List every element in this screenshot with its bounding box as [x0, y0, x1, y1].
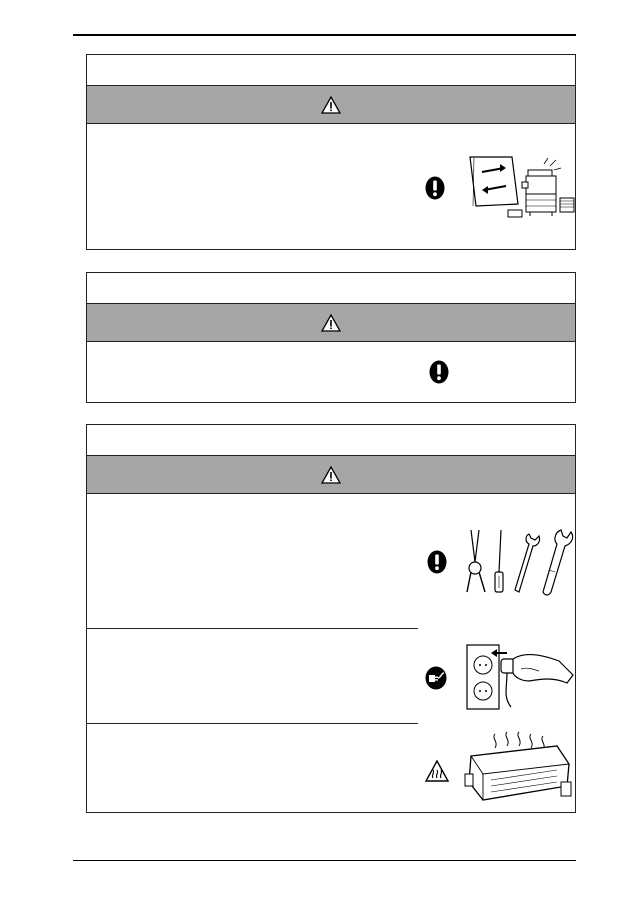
- hot-surface-icon: [425, 760, 449, 782]
- section-body: [87, 342, 575, 402]
- section-title: [87, 425, 575, 456]
- hot-fuser-illustration: [461, 730, 577, 806]
- warning-triangle-icon: [321, 96, 341, 114]
- caution-box-3: [86, 424, 576, 813]
- section-title: [87, 273, 575, 304]
- row-divider: [87, 723, 418, 724]
- copier-transport-illustration: [462, 154, 577, 226]
- tools-illustration: [465, 528, 577, 598]
- warning-triangle-icon: [321, 466, 341, 484]
- unplug-power-icon: [425, 666, 447, 690]
- warning-band: [87, 456, 575, 494]
- section-body: [87, 124, 575, 249]
- exclamation-circle-icon: [429, 360, 449, 384]
- exclamation-circle-icon: [425, 176, 445, 200]
- warning-band: [87, 86, 575, 124]
- power-plug-illustration: [463, 641, 577, 713]
- section-body: [87, 494, 575, 812]
- warning-band: [87, 304, 575, 342]
- row-divider: [87, 628, 418, 629]
- header-rule: [73, 34, 576, 36]
- section-title: [87, 55, 575, 86]
- warning-triangle-icon: [321, 314, 341, 332]
- caution-box-2: [86, 272, 576, 403]
- exclamation-circle-icon: [427, 550, 447, 574]
- footer-rule: [73, 860, 576, 861]
- caution-box-1: [86, 54, 576, 250]
